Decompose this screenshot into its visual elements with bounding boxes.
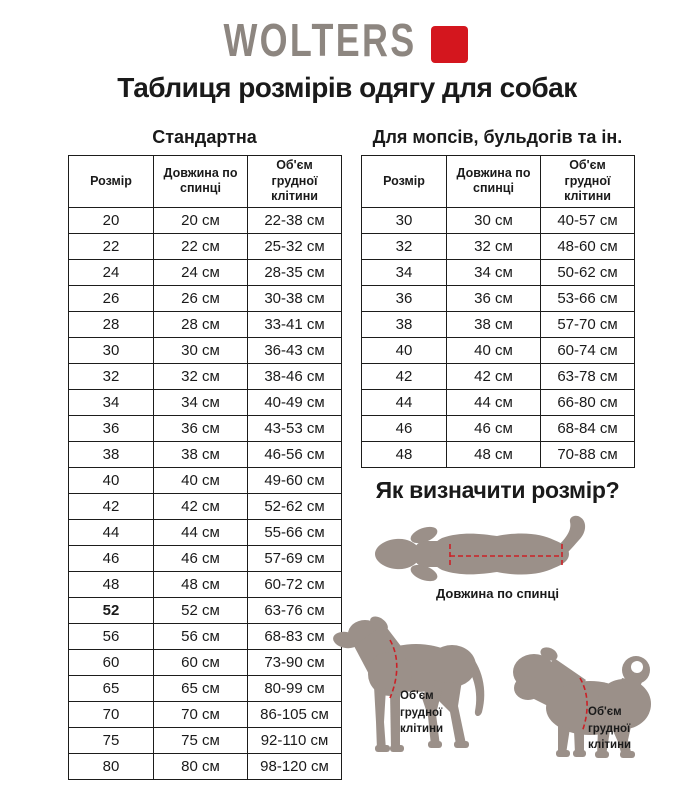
table-cell: 25-32 см <box>248 233 342 259</box>
table-cell: 73-90 см <box>248 649 342 675</box>
table-cell: 36-43 см <box>248 337 342 363</box>
table-cell: 57-69 см <box>248 545 342 571</box>
table-cell: 42 <box>69 493 154 519</box>
table-cell: 42 <box>362 363 447 389</box>
table-row <box>362 233 635 259</box>
column-header-size: Розмір <box>69 156 154 208</box>
table-row <box>69 675 342 701</box>
table-cell: 60-72 см <box>248 571 342 597</box>
table-cell: 24 <box>69 259 154 285</box>
column-header-back-length: Довжина по спинці <box>447 156 541 208</box>
table-cell: 52 <box>69 597 154 623</box>
table-row <box>362 415 635 441</box>
table-cell: 63-76 см <box>248 597 342 623</box>
table-cell: 40-49 см <box>248 389 342 415</box>
dog-side-view-illustration <box>332 612 494 760</box>
logo-red-square-icon <box>431 26 468 63</box>
table-cell: 44 <box>69 519 154 545</box>
table-cell: 70-88 см <box>541 441 635 467</box>
table-cell: 34 <box>362 259 447 285</box>
bulldog-side-view-illustration <box>504 638 670 764</box>
measure-section-title: Як визначити розмір? <box>375 477 620 503</box>
table-cell: 48 см <box>447 441 541 467</box>
table-cell: 33-41 см <box>248 311 342 337</box>
table-cell: 50-62 см <box>541 259 635 285</box>
table-cell: 48-60 см <box>541 233 635 259</box>
table-cell: 60 см <box>154 649 248 675</box>
table-cell: 30 см <box>447 207 541 233</box>
table-cell: 20 см <box>154 207 248 233</box>
table-cell: 75 см <box>154 727 248 753</box>
table-cell: 46 см <box>154 545 248 571</box>
chest-girth-label <box>588 704 631 754</box>
table-cell: 53-66 см <box>541 285 635 311</box>
table-row <box>69 753 342 779</box>
table-cell: 43-53 см <box>248 415 342 441</box>
table-cell: 92-110 см <box>248 727 342 753</box>
column-header-back-length: Довжина по спинці <box>154 156 248 208</box>
table-cell: 63-78 см <box>541 363 635 389</box>
table-row <box>69 363 342 389</box>
table-cell: 36 см <box>154 415 248 441</box>
table-row <box>69 389 342 415</box>
table-cell: 28-35 см <box>248 259 342 285</box>
table-row <box>362 285 635 311</box>
table-cell: 98-120 см <box>248 753 342 779</box>
column-header-chest-girth: Об'єм грудної клітини <box>248 156 342 208</box>
table-cell: 65 <box>69 675 154 701</box>
chest-label-line: клітини <box>400 723 444 735</box>
table-cell: 52-62 см <box>248 493 342 519</box>
table-row <box>69 285 342 311</box>
table-cell: 30 см <box>154 337 248 363</box>
table-cell: 75 <box>69 727 154 753</box>
table-row <box>69 623 342 649</box>
table-cell: 56 см <box>154 623 248 649</box>
table-cell: 28 см <box>154 311 248 337</box>
wolters-logo: WOLTERS <box>223 14 417 66</box>
table-cell: 46-56 см <box>248 441 342 467</box>
table-cell: 32 <box>69 363 154 389</box>
pugs-table-title: Для мопсів, бульдогів та ін. <box>372 127 623 147</box>
table-row <box>69 727 342 753</box>
table-header-row <box>362 156 635 208</box>
table-cell: 49-60 см <box>248 467 342 493</box>
column-header-chest-girth: Об'єм грудної клітини <box>541 156 635 208</box>
table-cell: 44 см <box>154 519 248 545</box>
table-cell: 80 <box>69 753 154 779</box>
table-cell: 48 <box>362 441 447 467</box>
table-cell: 22 см <box>154 233 248 259</box>
table-cell: 36 см <box>447 285 541 311</box>
table-cell: 56 <box>69 623 154 649</box>
table-cell: 22-38 см <box>248 207 342 233</box>
table-row <box>362 311 635 337</box>
chest-label-line: клітини <box>588 739 632 751</box>
table-cell: 36 <box>69 415 154 441</box>
table-cell: 34 см <box>447 259 541 285</box>
table-cell: 24 см <box>154 259 248 285</box>
table-cell: 32 см <box>447 233 541 259</box>
table-row <box>362 441 635 467</box>
table-cell: 38 см <box>447 311 541 337</box>
table-cell: 57-70 см <box>541 311 635 337</box>
table-row <box>69 207 342 233</box>
table-cell: 36 <box>362 285 447 311</box>
table-row <box>362 363 635 389</box>
table-cell: 42 см <box>154 493 248 519</box>
table-cell: 52 см <box>154 597 248 623</box>
table-row <box>69 311 342 337</box>
table-row <box>362 207 635 233</box>
table-cell: 40 см <box>154 467 248 493</box>
table-cell: 46 <box>69 545 154 571</box>
table-row <box>69 493 342 519</box>
chest-girth-label <box>400 688 443 738</box>
table-cell: 60-74 см <box>541 337 635 363</box>
table-cell: 22 <box>69 233 154 259</box>
table-row <box>69 649 342 675</box>
table-header-row <box>69 156 342 208</box>
table-row <box>69 415 342 441</box>
table-row <box>69 233 342 259</box>
table-cell: 40 <box>362 337 447 363</box>
table-cell: 65 см <box>154 675 248 701</box>
table-cell: 32 <box>362 233 447 259</box>
table-cell: 66-80 см <box>541 389 635 415</box>
table-cell: 30 <box>362 207 447 233</box>
table-cell: 38 см <box>154 441 248 467</box>
pugs-table-body <box>362 207 635 467</box>
column-header-size: Розмір <box>362 156 447 208</box>
table-row <box>69 337 342 363</box>
chest-label-line: Об'єм <box>400 690 434 702</box>
table-cell: 46 <box>362 415 447 441</box>
table-row <box>69 701 342 727</box>
table-cell: 38-46 см <box>248 363 342 389</box>
table-cell: 20 <box>69 207 154 233</box>
table-cell: 26 <box>69 285 154 311</box>
table-cell: 40-57 см <box>541 207 635 233</box>
table-cell: 30-38 см <box>248 285 342 311</box>
table-cell: 42 см <box>447 363 541 389</box>
table-row <box>362 259 635 285</box>
table-cell: 26 см <box>154 285 248 311</box>
table-cell: 30 <box>69 337 154 363</box>
table-cell: 32 см <box>154 363 248 389</box>
table-cell: 80 см <box>154 753 248 779</box>
table-row <box>69 259 342 285</box>
dog-top-view-illustration <box>372 514 612 586</box>
chest-label-line: Об'єм <box>588 706 622 718</box>
table-cell: 60 <box>69 649 154 675</box>
table-cell: 34 см <box>154 389 248 415</box>
pugs-size-table <box>361 155 635 468</box>
standard-table-body <box>69 207 342 779</box>
page-title: Таблиця розмірів одягу для собак <box>117 72 577 103</box>
table-cell: 70 <box>69 701 154 727</box>
table-cell: 86-105 см <box>248 701 342 727</box>
table-row <box>69 597 342 623</box>
table-cell: 28 <box>69 311 154 337</box>
table-cell: 46 см <box>447 415 541 441</box>
table-cell: 44 <box>362 389 447 415</box>
table-cell: 68-83 см <box>248 623 342 649</box>
chest-label-line: грудної <box>588 722 631 735</box>
table-cell: 44 см <box>447 389 541 415</box>
table-cell: 48 см <box>154 571 248 597</box>
standard-table-title: Стандартна <box>152 127 257 147</box>
table-cell: 40 <box>69 467 154 493</box>
chest-label-line: грудної <box>400 706 443 719</box>
table-cell: 40 см <box>447 337 541 363</box>
table-cell: 68-84 см <box>541 415 635 441</box>
table-cell: 70 см <box>154 701 248 727</box>
table-row <box>362 389 635 415</box>
table-row <box>69 441 342 467</box>
table-cell: 38 <box>362 311 447 337</box>
table-row <box>69 467 342 493</box>
table-cell: 80-99 см <box>248 675 342 701</box>
table-row <box>69 519 342 545</box>
table-row <box>69 545 342 571</box>
table-row <box>69 571 342 597</box>
back-length-label: Довжина по спинці <box>435 586 560 601</box>
table-cell: 34 <box>69 389 154 415</box>
table-cell: 55-66 см <box>248 519 342 545</box>
table-cell: 38 <box>69 441 154 467</box>
standard-size-table <box>68 155 342 780</box>
table-cell: 48 <box>69 571 154 597</box>
table-row <box>362 337 635 363</box>
